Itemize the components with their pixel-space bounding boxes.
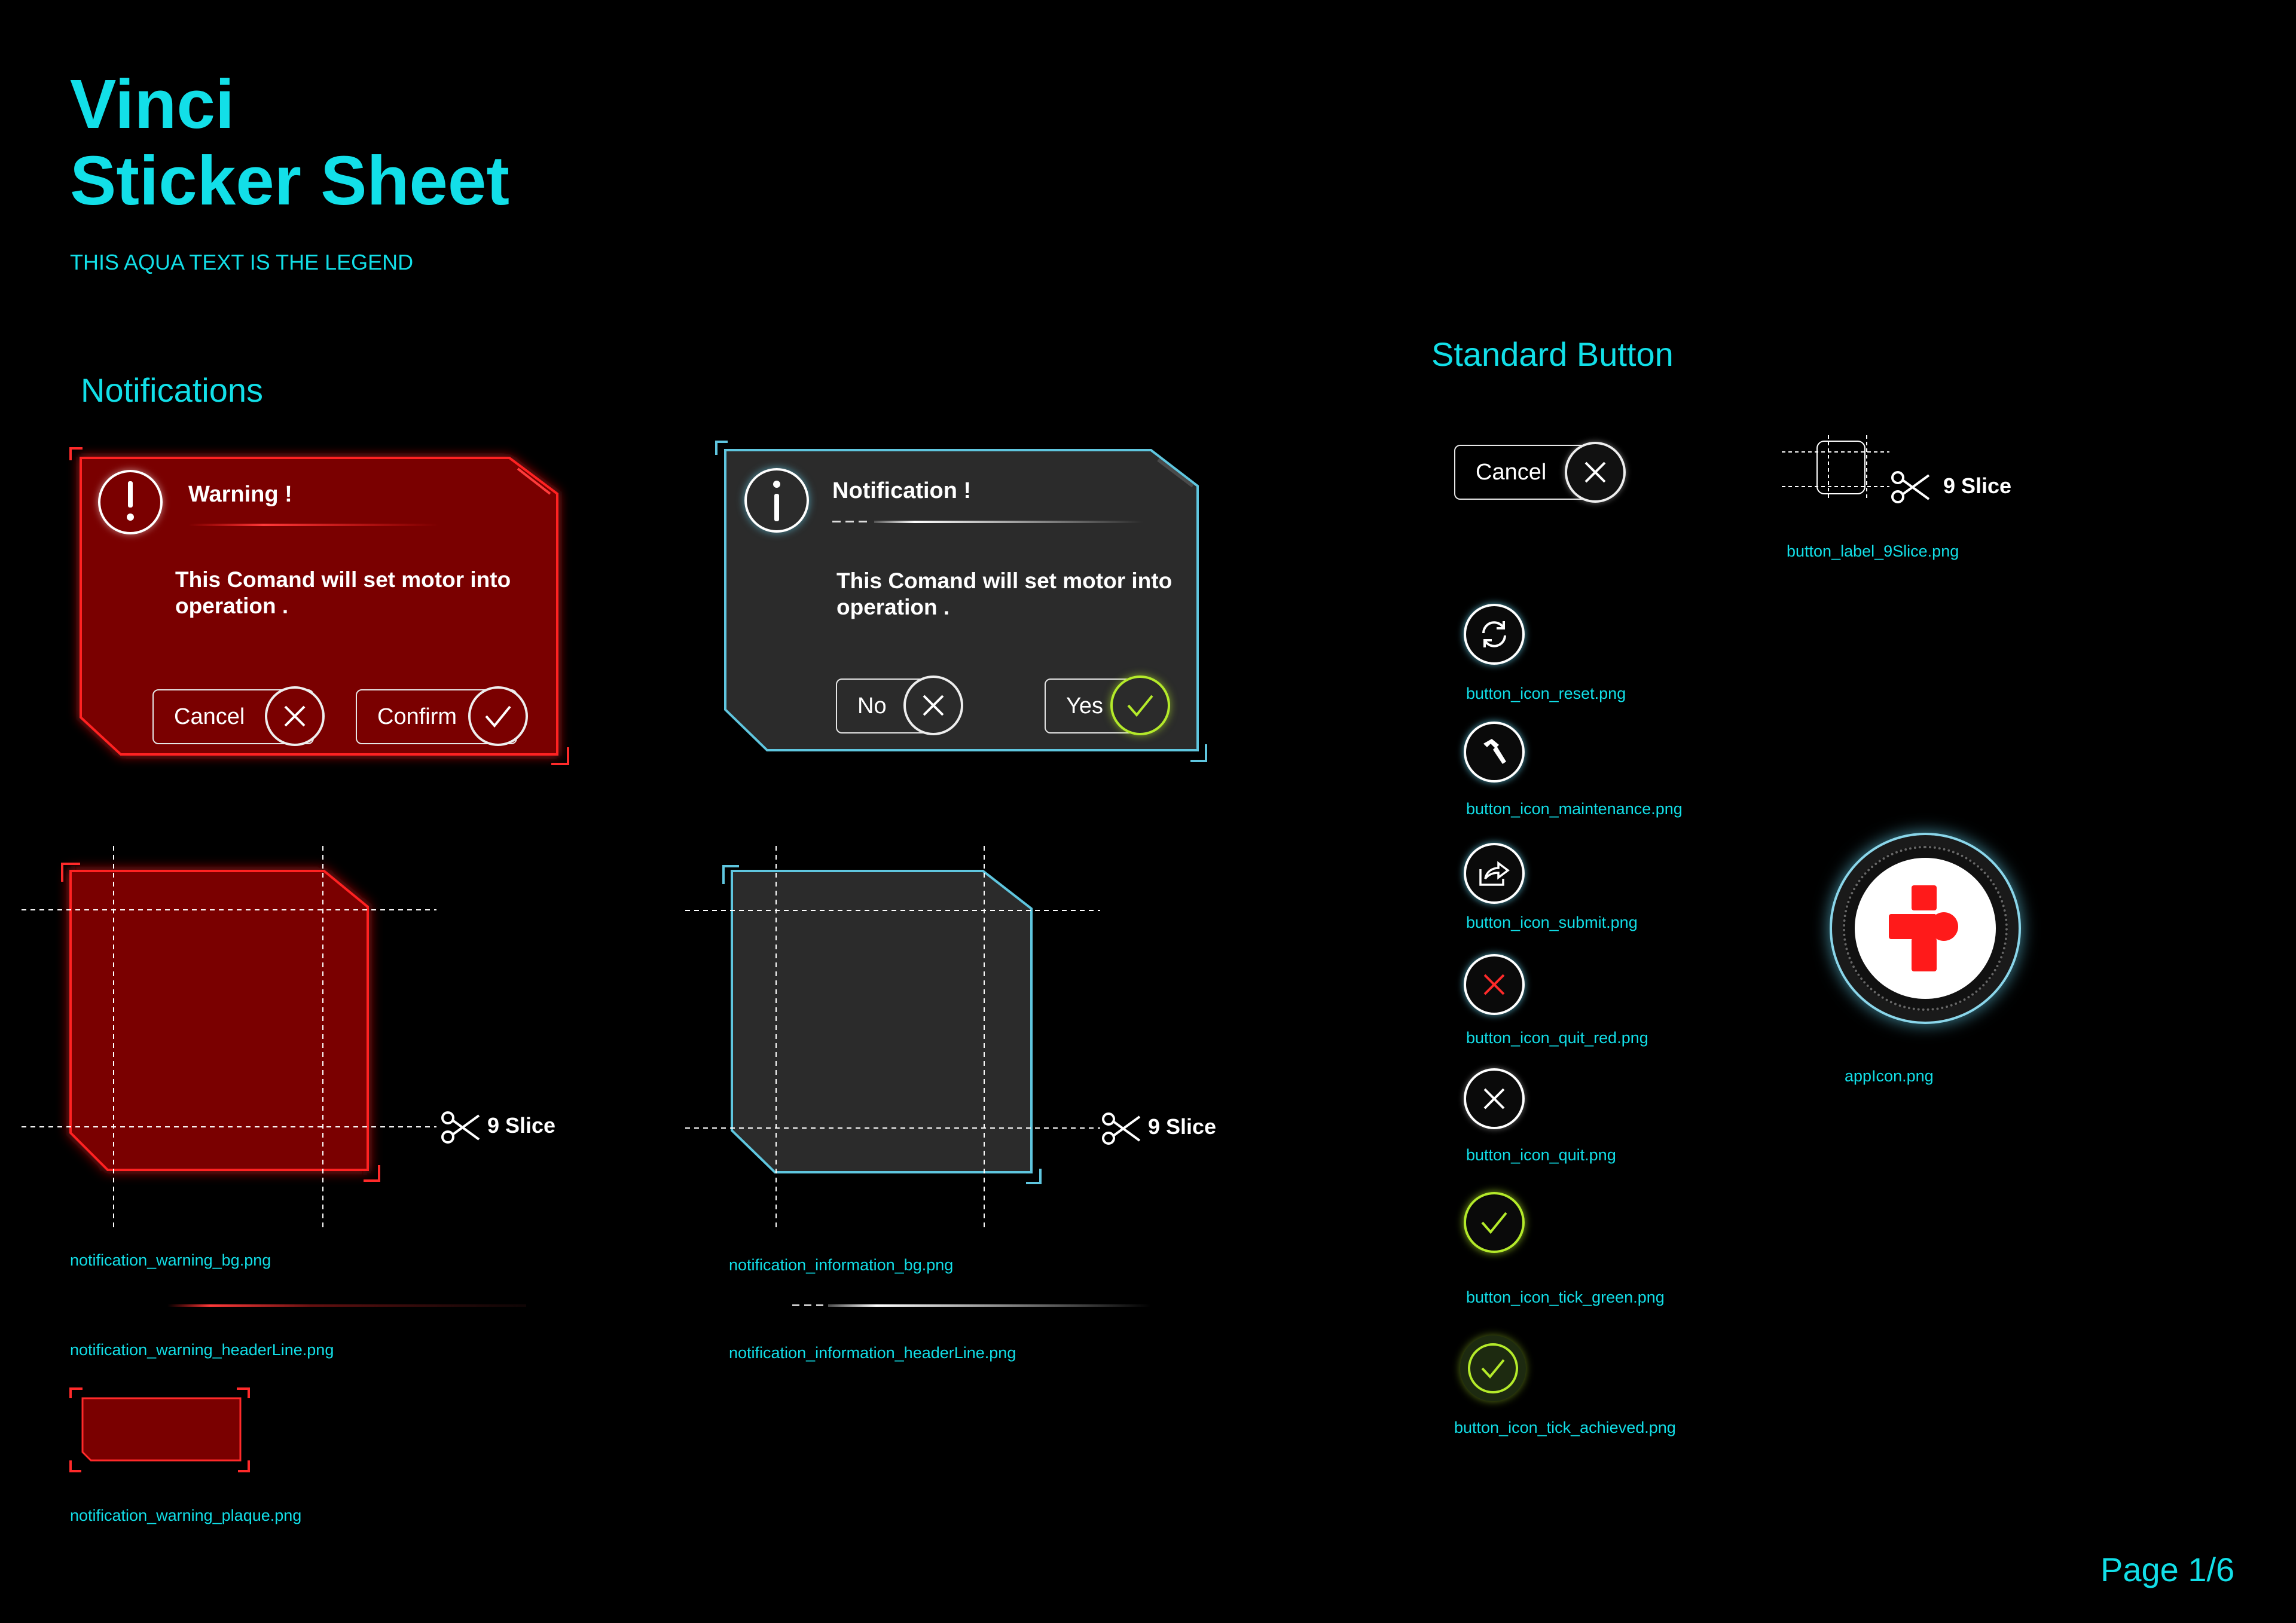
button-label-9slice-asset xyxy=(1782,435,1889,507)
hammer-icon[interactable] xyxy=(1464,722,1525,783)
info-title: Notification ! xyxy=(832,478,972,503)
close-icon[interactable] xyxy=(265,686,325,746)
caption-warning-bg: notification_warning_bg.png xyxy=(70,1251,271,1269)
title-line-1: Vinci xyxy=(70,65,235,143)
info-bg-9slice xyxy=(682,840,1112,1234)
info-body-line-2: operation . xyxy=(836,595,950,619)
cancel-label: Cancel xyxy=(1476,459,1547,485)
legend-text: THIS AQUA TEXT IS THE LEGEND xyxy=(70,250,414,274)
no-label: No xyxy=(857,693,887,719)
info-body xyxy=(836,568,1172,621)
caption-label-9slice: button_label_9Slice.png xyxy=(1787,542,1959,560)
caption-warning-headerline: notification_warning_headerLine.png xyxy=(70,1341,334,1359)
check-icon[interactable] xyxy=(1464,1192,1525,1253)
caption-icon-quit-red: button_icon_quit_red.png xyxy=(1466,1029,1648,1047)
share-icon[interactable] xyxy=(1464,843,1525,904)
caption-icon-submit: button_icon_submit.png xyxy=(1466,913,1638,931)
title-line-2: Sticker Sheet xyxy=(70,142,510,219)
warning-title: Warning ! xyxy=(188,482,292,507)
app-logo xyxy=(1855,858,1996,999)
info-headerline-asset xyxy=(792,1303,1151,1308)
info-body-line-1: This Comand will set motor into xyxy=(836,568,1173,593)
nine-slice-label: 9 Slice xyxy=(1148,1114,1217,1139)
page-indicator: Page 1/6 xyxy=(2100,1551,2235,1588)
reset-icon[interactable] xyxy=(1464,604,1525,665)
info-header-line xyxy=(832,519,1143,524)
info-icon xyxy=(744,468,809,533)
warning-plaque-asset xyxy=(67,1384,252,1480)
section-title-notifications: Notifications xyxy=(81,371,264,409)
confirm-label: Confirm xyxy=(377,704,457,729)
nine-slice-label: 9 Slice xyxy=(1943,473,2012,498)
section-title-standard-button: Standard Button xyxy=(1431,335,1674,373)
caption-icon-reset: button_icon_reset.png xyxy=(1466,684,1626,702)
app-icon-ring xyxy=(1843,846,2008,1011)
close-icon[interactable] xyxy=(1464,1068,1525,1129)
page-title xyxy=(70,66,509,219)
caption-icon-tick-achieved: button_icon_tick_achieved.png xyxy=(1454,1419,1676,1436)
caption-info-headerline: notification_information_headerLine.png xyxy=(729,1344,1016,1362)
check-icon[interactable] xyxy=(1110,676,1170,735)
caption-icon-quit: button_icon_quit.png xyxy=(1466,1146,1616,1164)
alert-icon xyxy=(98,470,163,534)
yes-label: Yes xyxy=(1066,693,1103,719)
caption-icon-maintenance: button_icon_maintenance.png xyxy=(1466,800,1683,818)
caption-icon-tick-green: button_icon_tick_green.png xyxy=(1466,1288,1665,1306)
close-icon[interactable] xyxy=(903,676,963,735)
scissors-icon xyxy=(1100,1112,1143,1145)
close-icon[interactable] xyxy=(1464,954,1525,1015)
tick-achieved-ring xyxy=(1468,1343,1518,1393)
caption-info-bg: notification_information_bg.png xyxy=(729,1256,954,1274)
scissors-icon xyxy=(439,1111,483,1144)
cancel-label: Cancel xyxy=(174,704,245,729)
warning-header-line xyxy=(188,522,439,527)
caption-warning-plaque: notification_warning_plaque.png xyxy=(70,1506,302,1524)
warning-headerline-asset xyxy=(167,1303,526,1308)
nine-slice-label: 9 Slice xyxy=(487,1113,556,1138)
warning-notification xyxy=(66,442,574,771)
warning-body-line-1: This Comand will set motor into xyxy=(175,567,511,592)
app-icon[interactable] xyxy=(1830,833,2021,1024)
close-icon[interactable] xyxy=(1565,442,1626,503)
scissors-icon xyxy=(1889,470,1932,504)
check-icon[interactable] xyxy=(468,686,528,746)
check-icon[interactable] xyxy=(1460,1335,1526,1401)
information-notification xyxy=(715,439,1211,768)
caption-app-icon: appIcon.png xyxy=(1845,1067,1934,1085)
warning-body xyxy=(175,567,511,619)
warning-bg-9slice xyxy=(18,840,568,1234)
warning-body-line-2: operation . xyxy=(175,594,289,618)
